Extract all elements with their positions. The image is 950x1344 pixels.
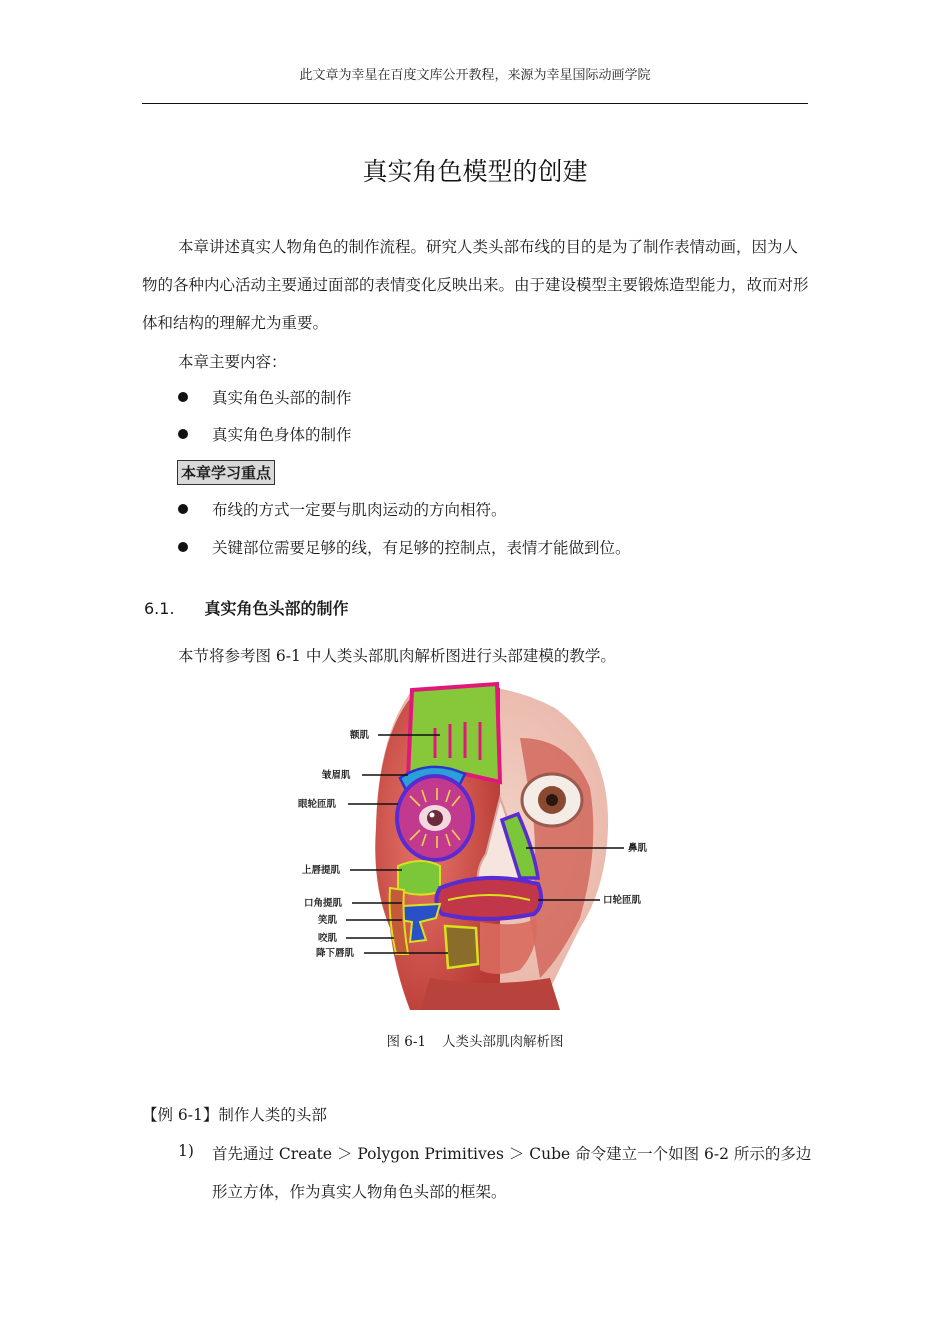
figure-caption [0, 1030, 950, 1050]
figure-label-levator-anguli: 口角提肌 [304, 898, 343, 909]
head-muscle-figure [290, 678, 660, 1010]
intro-paragraph: 本章讲述真实人物角色的制作流程。研究人类头部布线的目的是为了制作表情动画，因为人物的各种内心活动主要通过面部的表情变化反映出来。由于建设模型主要锻炼造型能力，故而对形体和结构的理解尤为重要。 [142, 238, 809, 332]
figure-label-corrugator: 皱眉肌 [322, 770, 351, 781]
example-label: 【例 6-1】制作人类的头部 [142, 1106, 327, 1124]
section-heading [144, 596, 349, 619]
contents-item-text: 真实角色身体的制作 [212, 426, 352, 444]
depressor-labii-region [445, 926, 478, 968]
contents-item-text: 真实角色头部的制作 [212, 389, 352, 407]
chapter-title: 真实角色模型的创建 [362, 157, 588, 186]
step-text-line-2: 形立方体，作为真实人物角色头部的框架。 [212, 1183, 507, 1201]
bullet-icon [178, 542, 188, 552]
keypoint-item [178, 498, 507, 520]
figure-label-nasalis: 鼻肌 [628, 843, 648, 854]
figure-label-orbicularis-oris: 口轮匝肌 [603, 895, 642, 906]
keypoint-item-text: 关键部位需要足够的线，有足够的控制点，表情才能做到位。 [212, 539, 631, 557]
keypoint-item-text: 布线的方式一定要与肌肉运动的方向相符。 [212, 501, 507, 519]
figure-label-masseter: 咬肌 [318, 933, 338, 944]
header-rule [142, 103, 808, 104]
step-number: 1) [178, 1142, 194, 1160]
section-title: 真实角色头部的制作 [204, 599, 349, 618]
figure-label-levator-labii: 上唇提肌 [302, 865, 341, 876]
bullet-icon [178, 429, 188, 439]
keypoints-label: 本章学习重点 [177, 460, 275, 485]
section-number: 6.1. [144, 599, 175, 618]
section-intro: 本节将参考图 6-1 中人类头部肌肉解析图进行头部建模的教学。 [178, 647, 616, 665]
caption-text: 人类头部肌肉解析图 [442, 1034, 564, 1050]
contents-item [178, 423, 352, 445]
contents-item [178, 386, 352, 408]
figure-label-orbicularis-oculi: 眼轮匝肌 [298, 799, 337, 810]
figure-label-risorius: 笑肌 [318, 915, 338, 926]
bullet-icon [178, 392, 188, 402]
contents-label: 本章主要内容： [178, 353, 287, 371]
caption-number: 图 6-1 [386, 1034, 427, 1050]
figure-label-frontalis: 额肌 [350, 730, 370, 741]
figure-label-depressor-labii: 降下唇肌 [316, 948, 355, 959]
keypoint-item [178, 536, 631, 558]
step-text-line-1: 首先通过 Create ＞ Polygon Primitives ＞ Cube 命令建立一个如图 6-2 所示的多边 [212, 1145, 812, 1163]
bullet-icon [178, 504, 188, 514]
page-header: 此文章为幸星在百度文库公开教程，来源为幸星国际动画学院 [299, 68, 651, 83]
